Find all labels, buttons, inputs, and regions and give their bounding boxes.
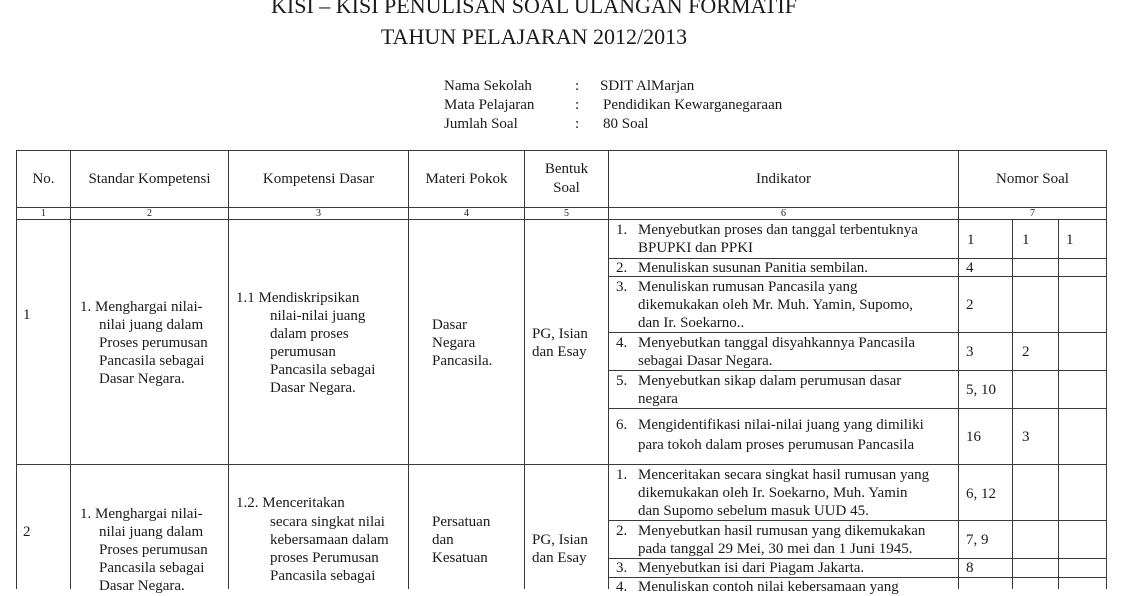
kompetensi-dasar-line: proses Perumusan <box>270 550 379 566</box>
row-number: 2 <box>23 524 31 540</box>
header-standar-kompetensi: Standar Kompetensi <box>88 171 211 187</box>
indicator-text: negara <box>638 391 678 407</box>
standar-kompetensi-line: Proses perumusan <box>99 542 208 558</box>
indicator-number: 4. <box>616 335 628 351</box>
kompetensi-dasar-line: kebersamaan dalam <box>270 532 389 548</box>
indicator-text: Mengidentifikasi nilai-nilai juang yang dimiliki <box>638 417 924 433</box>
bentuk-soal-line: dan Esay <box>532 344 587 360</box>
kompetensi-dasar-line: 1.2. Menceritakan <box>236 495 345 511</box>
column-number: 5 <box>564 208 569 219</box>
header-nomor-soal: Nomor Soal <box>996 171 1069 187</box>
indicator-number: 5. <box>616 373 628 389</box>
header-bentuk-soal-line1: Bentuk <box>544 161 589 177</box>
nomor-soal: 8 <box>966 560 974 576</box>
header-bentuk-soal-line2: Soal <box>553 180 580 196</box>
nomor-soal: 16 <box>966 429 981 445</box>
indicator-text: para tokoh dalam proses perumusan Pancasila <box>638 437 915 453</box>
kompetensi-dasar-line: perumusan <box>270 344 336 360</box>
indicator-text: Menyebutkan hasil rumusan yang dikemukakan <box>638 523 926 539</box>
indicator-text: Menceritakan secara singkat hasil rumusan yang <box>638 467 930 483</box>
indicator-text: Menuliskan susunan Panitia sembilan. <box>638 260 868 276</box>
standar-kompetensi-line: 1. Menghargai nilai- <box>80 299 203 315</box>
indicator-number: 4. <box>616 579 628 595</box>
document-title: KISI – KISI PENULISAN SOAL ULANGAN FORMATIF <box>271 0 797 18</box>
materi-pokok-line: Kesatuan <box>432 550 488 566</box>
info-label: Jumlah Soal <box>444 116 518 132</box>
indicator-text: Menyebutkan sikap dalam perumusan dasar <box>638 373 902 389</box>
indicator-number: 3. <box>616 560 628 576</box>
nomor-soal: 2 <box>966 297 974 313</box>
indicator-number: 1. <box>616 222 628 238</box>
indicator-text: dikemukakan oleh Ir. Soekarno, Muh. Yamin <box>638 485 908 501</box>
nomor-soal: 4 <box>966 260 974 276</box>
materi-pokok-line: Pancasila. <box>432 353 493 369</box>
standar-kompetensi-line: Pancasila sebagai <box>99 353 205 369</box>
indicator-text: Menyebutkan isi dari Piagam Jakarta. <box>638 560 865 576</box>
indicator-text: Menyebutkan proses dan tanggal terbentuknya <box>638 222 918 238</box>
row-number: 1 <box>23 307 31 323</box>
nomor-soal: 2 <box>1022 344 1030 360</box>
indicator-number: 1. <box>616 467 628 483</box>
column-number: 1 <box>41 208 46 219</box>
column-number: 4 <box>464 208 469 219</box>
header-no: No. <box>32 171 55 187</box>
nomor-soal: 6, 12 <box>966 486 996 502</box>
indicator-number: 2. <box>616 260 628 276</box>
kompetensi-dasar-line: dalam proses <box>270 326 349 342</box>
materi-pokok-line: Persatuan <box>432 514 491 530</box>
kompetensi-dasar-line: Dasar Negara. <box>270 380 356 396</box>
info-separator: : <box>575 116 580 132</box>
header-indikator: Indikator <box>756 171 811 187</box>
info-value: SDIT AlMarjan <box>600 78 695 94</box>
indicator-text: dikemukakan oleh Mr. Muh. Yamin, Supomo, <box>638 297 914 313</box>
info-label: Mata Pelajaran <box>444 97 535 113</box>
materi-pokok-line: Dasar <box>432 317 467 333</box>
header-materi-pokok: Materi Pokok <box>425 171 508 187</box>
standar-kompetensi-line: Proses perumusan <box>99 335 208 351</box>
standar-kompetensi-line: nilai juang dalam <box>99 317 204 333</box>
header-kompetensi-dasar: Kompetensi Dasar <box>262 171 375 187</box>
kompetensi-dasar-line: secara singkat nilai <box>270 514 385 530</box>
indicator-text: Menuliskan rumusan Pancasila yang <box>638 279 858 295</box>
standar-kompetensi-line: 1. Menghargai nilai- <box>80 506 203 522</box>
info-value: Pendidikan Kewarganegaraan <box>603 97 783 113</box>
indicator-text: dan Ir. Soekarno.. <box>638 315 745 331</box>
materi-pokok-line: dan <box>432 532 454 548</box>
document-subtitle: TAHUN PELAJARAN 2012/2013 <box>380 24 688 49</box>
nomor-soal: 1 <box>1022 232 1030 248</box>
indicator-number: 6. <box>616 417 628 433</box>
info-separator: : <box>575 97 580 113</box>
column-number: 3 <box>316 208 321 219</box>
info-separator: : <box>575 78 580 94</box>
nomor-soal: 7, 9 <box>966 532 989 548</box>
column-number: 7 <box>1030 208 1035 219</box>
indicator-text: pada tanggal 29 Mei, 30 mei dan 1 Juni 1945. <box>638 541 913 557</box>
indicator-text: BPUPKI dan PPKI <box>638 240 754 256</box>
info-value: 80 Soal <box>603 116 649 132</box>
kompetensi-dasar-line: 1.1 Mendiskripsikan <box>236 290 360 306</box>
bentuk-soal-line: dan Esay <box>532 550 587 566</box>
indicator-text: Menuliskan contoh nilai kebersamaan yang <box>638 579 899 595</box>
bentuk-soal-line: PG, Isian <box>532 326 588 342</box>
bentuk-soal-line: PG, Isian <box>532 532 588 548</box>
kompetensi-dasar-line: Pancasila sebagai <box>270 362 376 378</box>
standar-kompetensi-line: nilai juang dalam <box>99 524 204 540</box>
standar-kompetensi-line: Pancasila sebagai <box>99 560 205 576</box>
standar-kompetensi-line: Dasar Negara. <box>99 371 185 387</box>
indicator-text: Menyebutkan tanggal disyahkannya Pancasila <box>638 335 916 351</box>
column-number: 2 <box>147 208 152 219</box>
materi-pokok-line: Negara <box>432 335 476 351</box>
kompetensi-dasar-line: nilai-nilai juang <box>270 308 366 324</box>
kompetensi-dasar-line: Pancasila sebagai <box>270 568 376 584</box>
standar-kompetensi-line: Dasar Negara. <box>99 578 185 594</box>
info-label: Nama Sekolah <box>444 78 532 94</box>
nomor-soal: 3 <box>966 344 974 360</box>
indicator-text: sebagai Dasar Negara. <box>638 353 773 369</box>
nomor-soal: 1 <box>1066 232 1074 248</box>
nomor-soal: 5, 10 <box>966 382 996 398</box>
indicator-number: 2. <box>616 523 628 539</box>
nomor-soal: 1 <box>967 232 975 248</box>
indicator-text: dan Supomo sebelum masuk UUD 45. <box>638 503 869 519</box>
column-number: 6 <box>781 208 786 219</box>
nomor-soal: 3 <box>1022 429 1030 445</box>
indicator-number: 3. <box>616 279 628 295</box>
